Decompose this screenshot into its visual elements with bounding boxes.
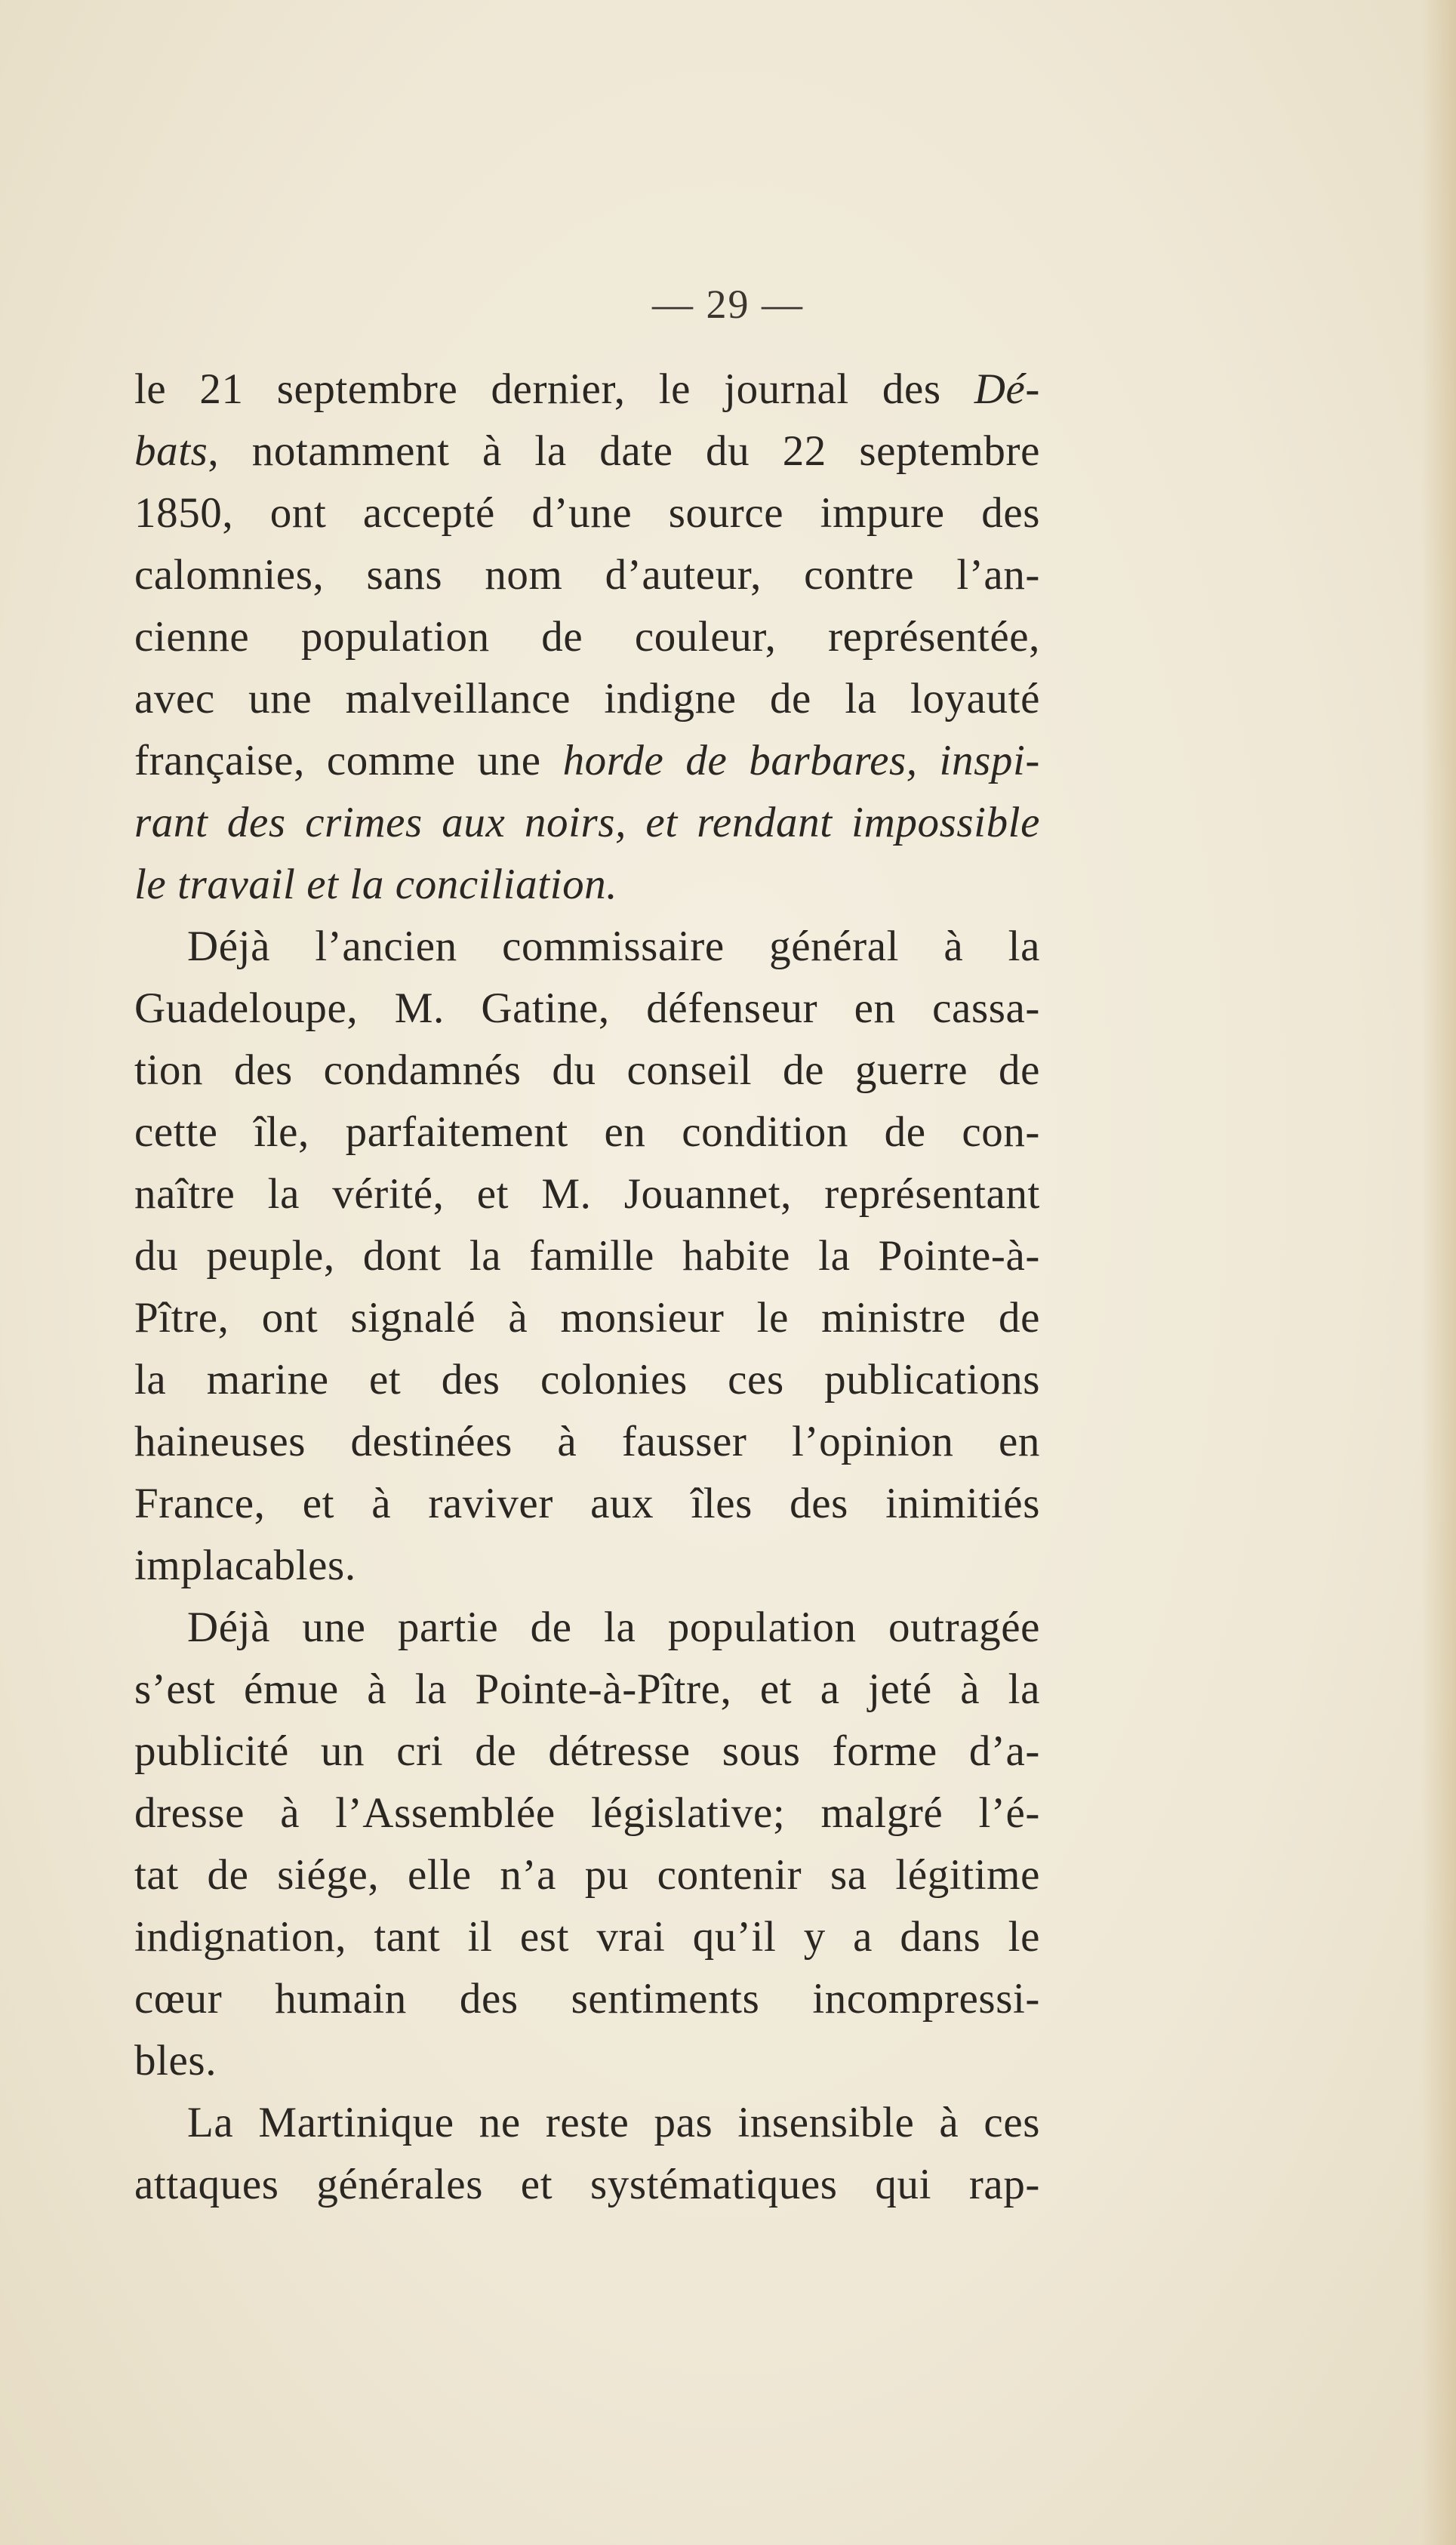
text-run: Déjà l’ancien commissaire général à la	[187, 923, 1040, 970]
text-line	[134, 1225, 1040, 1287]
page-number: — 29 —	[652, 282, 804, 327]
text-run: France, et à raviver aux îles des inimitiés	[134, 1480, 1040, 1527]
text-run: naître la vérité, et M. Jouannet, représentant	[134, 1170, 1040, 1218]
text-line	[134, 482, 1040, 544]
italic-text: horde de barbares, inspi-	[562, 737, 1040, 784]
italic-text: rant des crimes aux noirs, et rendant impossible	[134, 799, 1040, 846]
text-line	[134, 1968, 1040, 2030]
text-line	[134, 978, 1040, 1040]
text-line	[134, 421, 1040, 482]
text-line	[134, 1287, 1040, 1349]
text-run: dresse à l’Assemblée législative; malgré l’é-	[134, 1789, 1040, 1837]
text-line	[134, 730, 1040, 792]
text-line	[134, 854, 1040, 916]
text-line	[134, 668, 1040, 730]
text-run: la marine et des colonies ces publications	[134, 1356, 1040, 1403]
text-run: le 21 septembre dernier, le journal des	[134, 365, 974, 413]
text-line	[134, 1721, 1040, 1782]
page-edge-shading	[1421, 0, 1456, 2545]
text-line	[134, 2030, 1040, 2092]
text-line	[134, 1844, 1040, 1906]
text-run: avec une malveillance indigne de la loyauté	[134, 675, 1040, 723]
text-run: du peuple, dont la famille habite la Pointe-à-	[134, 1232, 1040, 1280]
text-line	[134, 1040, 1040, 1101]
text-run: Déjà une partie de la population outragée	[187, 1604, 1040, 1651]
text-run: indignation, tant il est vrai qu’il y a dans le	[134, 1913, 1040, 1961]
text-line	[134, 1782, 1040, 1844]
text-line	[134, 1535, 1040, 1597]
italic-text: bats	[134, 427, 208, 475]
italic-text: le travail et la conciliation.	[134, 861, 618, 908]
text-line	[134, 359, 1040, 421]
text-run: bles.	[134, 2037, 217, 2084]
text-run: , notamment à la date du 22 septembre	[208, 427, 1040, 475]
text-line	[134, 2092, 1040, 2154]
text-line	[134, 916, 1040, 978]
text-line	[134, 792, 1040, 854]
text-line	[134, 1163, 1040, 1225]
text-line	[134, 1349, 1040, 1411]
text-line	[134, 1411, 1040, 1473]
italic-text: Dé-	[974, 365, 1040, 413]
text-line	[134, 1101, 1040, 1163]
text-line	[134, 1659, 1040, 1721]
text-run: Guadeloupe, M. Gatine, défenseur en cassa-	[134, 984, 1040, 1032]
text-line	[134, 606, 1040, 668]
text-line	[134, 1597, 1040, 1659]
text-run: cienne population de couleur, représentée,	[134, 613, 1040, 661]
text-run: cette île, parfaitement en condition de con-	[134, 1108, 1040, 1156]
text-run: tat de siége, elle n’a pu contenir sa légitime	[134, 1851, 1040, 1899]
text-run: tion des condamnés du conseil de guerre de	[134, 1046, 1040, 1094]
text-line	[134, 2154, 1040, 2216]
text-run: publicité un cri de détresse sous forme d’a-	[134, 1727, 1040, 1775]
text-line	[134, 544, 1040, 606]
text-line	[134, 1473, 1040, 1535]
text-run: implacables.	[134, 1542, 356, 1589]
text-run: haineuses destinées à fausser l’opinion en	[134, 1418, 1040, 1465]
text-line	[134, 1906, 1040, 1968]
text-run: La Martinique ne reste pas insensible à ces	[187, 2099, 1040, 2146]
text-run: cœur humain des sentiments incompressi-	[134, 1975, 1040, 2023]
text-run: Pître, ont signalé à monsieur le ministre de	[134, 1294, 1040, 1342]
text-run: calomnies, sans nom d’auteur, contre l’an-	[134, 551, 1040, 599]
text-run: française, comme une	[134, 737, 563, 784]
body-text	[134, 359, 1040, 2216]
text-run: attaques générales et systématiques qui rap-	[134, 2161, 1040, 2208]
text-run: 1850, ont accepté d’une source impure des	[134, 489, 1040, 537]
text-run: s’est émue à la Pointe-à-Pître, et a jeté à la	[134, 1665, 1040, 1713]
